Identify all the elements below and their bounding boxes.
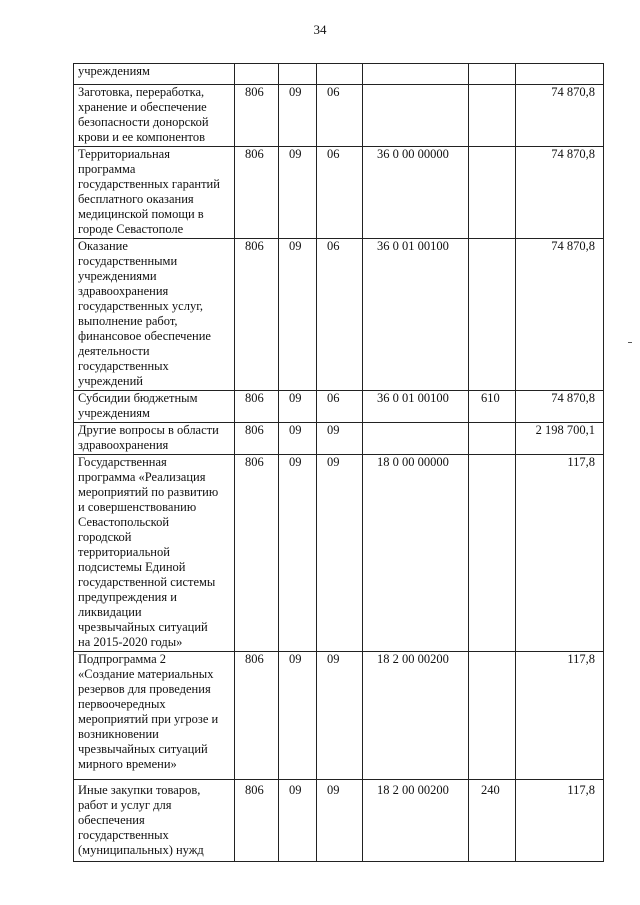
section-code: 09 <box>279 455 317 652</box>
row-name: учреждениям <box>74 64 235 85</box>
target-item-code <box>363 423 469 455</box>
grbs-code: 806 <box>235 239 279 391</box>
grbs-code: 806 <box>235 652 279 780</box>
table-row <box>74 391 604 423</box>
row-name: Подпрограмма 2 «Создание материальных резервов для проведения первоочередных мероприятий при угрозе и возникновении чрезвычайных ситуаций мирного времени» <box>74 652 235 780</box>
target-item-code: 36 0 00 00000 <box>363 147 469 239</box>
table-row <box>74 652 604 780</box>
table-row <box>74 147 604 239</box>
target-item-code <box>363 64 469 85</box>
amount <box>516 64 604 85</box>
subsection-code: 09 <box>317 780 363 862</box>
row-name: Государственная программа «Реализация мероприятий по развитию и совершенствованию Севастопольской городской территориальной подсистемы Единой государственной системы предупреждения и ликвидации чрезвычайных ситуаций на 2015-2020 годы» <box>74 455 235 652</box>
expense-type-code <box>469 64 516 85</box>
section-code <box>279 64 317 85</box>
target-item-code: 18 0 00 00000 <box>363 455 469 652</box>
section-code: 09 <box>279 423 317 455</box>
table-row <box>74 64 604 85</box>
amount: 2 198 700,1 <box>516 423 604 455</box>
row-name: Заготовка, переработка, хранение и обеспечение безопасности донорской крови и ее компонентов <box>74 85 235 147</box>
row-name: Другие вопросы в области здравоохранения <box>74 423 235 455</box>
section-code: 09 <box>279 652 317 780</box>
amount: 74 870,8 <box>516 239 604 391</box>
target-item-code: 18 2 00 00200 <box>363 652 469 780</box>
amount: 74 870,8 <box>516 147 604 239</box>
expense-type-code <box>469 147 516 239</box>
row-name: Иные закупки товаров, работ и услуг для обеспечения государственных (муниципальных) нужд <box>74 780 235 862</box>
grbs-code: 806 <box>235 780 279 862</box>
amount: 74 870,8 <box>516 391 604 423</box>
subsection-code <box>317 64 363 85</box>
target-item-code: 36 0 01 00100 <box>363 239 469 391</box>
grbs-code: 806 <box>235 391 279 423</box>
subsection-code: 06 <box>317 85 363 147</box>
grbs-code <box>235 64 279 85</box>
grbs-code: 806 <box>235 147 279 239</box>
expense-type-code <box>469 423 516 455</box>
table-row <box>74 780 604 862</box>
page-number: 34 <box>313 22 327 37</box>
subsection-code: 06 <box>317 147 363 239</box>
table-row <box>74 423 604 455</box>
row-name: Территориальная программа государственных гарантий бесплатного оказания медицинской помощи в городе Севастополе <box>74 147 235 239</box>
grbs-code: 806 <box>235 85 279 147</box>
target-item-code: 18 2 00 00200 <box>363 780 469 862</box>
subsection-code: 09 <box>317 652 363 780</box>
amount: 74 870,8 <box>516 85 604 147</box>
section-code: 09 <box>279 391 317 423</box>
expense-type-code <box>469 652 516 780</box>
subsection-code: 09 <box>317 423 363 455</box>
amount: 117,8 <box>516 455 604 652</box>
expense-type-code <box>469 455 516 652</box>
grbs-code: 806 <box>235 423 279 455</box>
table-row <box>74 85 604 147</box>
expense-type-code: 610 <box>469 391 516 423</box>
expense-type-code: 240 <box>469 780 516 862</box>
amount: 117,8 <box>516 652 604 780</box>
subsection-code: 09 <box>317 455 363 652</box>
target-item-code <box>363 85 469 147</box>
row-name: Субсидии бюджетным учреждениям <box>74 391 235 423</box>
table-row <box>74 239 604 391</box>
margin-mark <box>628 342 632 343</box>
section-code: 09 <box>279 147 317 239</box>
section-code: 09 <box>279 85 317 147</box>
expense-type-code <box>469 85 516 147</box>
section-code: 09 <box>279 780 317 862</box>
target-item-code: 36 0 01 00100 <box>363 391 469 423</box>
section-code: 09 <box>279 239 317 391</box>
table-row <box>74 455 604 652</box>
subsection-code: 06 <box>317 391 363 423</box>
expense-type-code <box>469 239 516 391</box>
subsection-code: 06 <box>317 239 363 391</box>
budget-table <box>73 63 604 862</box>
row-name: Оказание государственными учреждениями здравоохранения государственных услуг, выполнение работ, финансовое обеспечение деятельности государственных учреждений <box>74 239 235 391</box>
grbs-code: 806 <box>235 455 279 652</box>
amount: 117,8 <box>516 780 604 862</box>
